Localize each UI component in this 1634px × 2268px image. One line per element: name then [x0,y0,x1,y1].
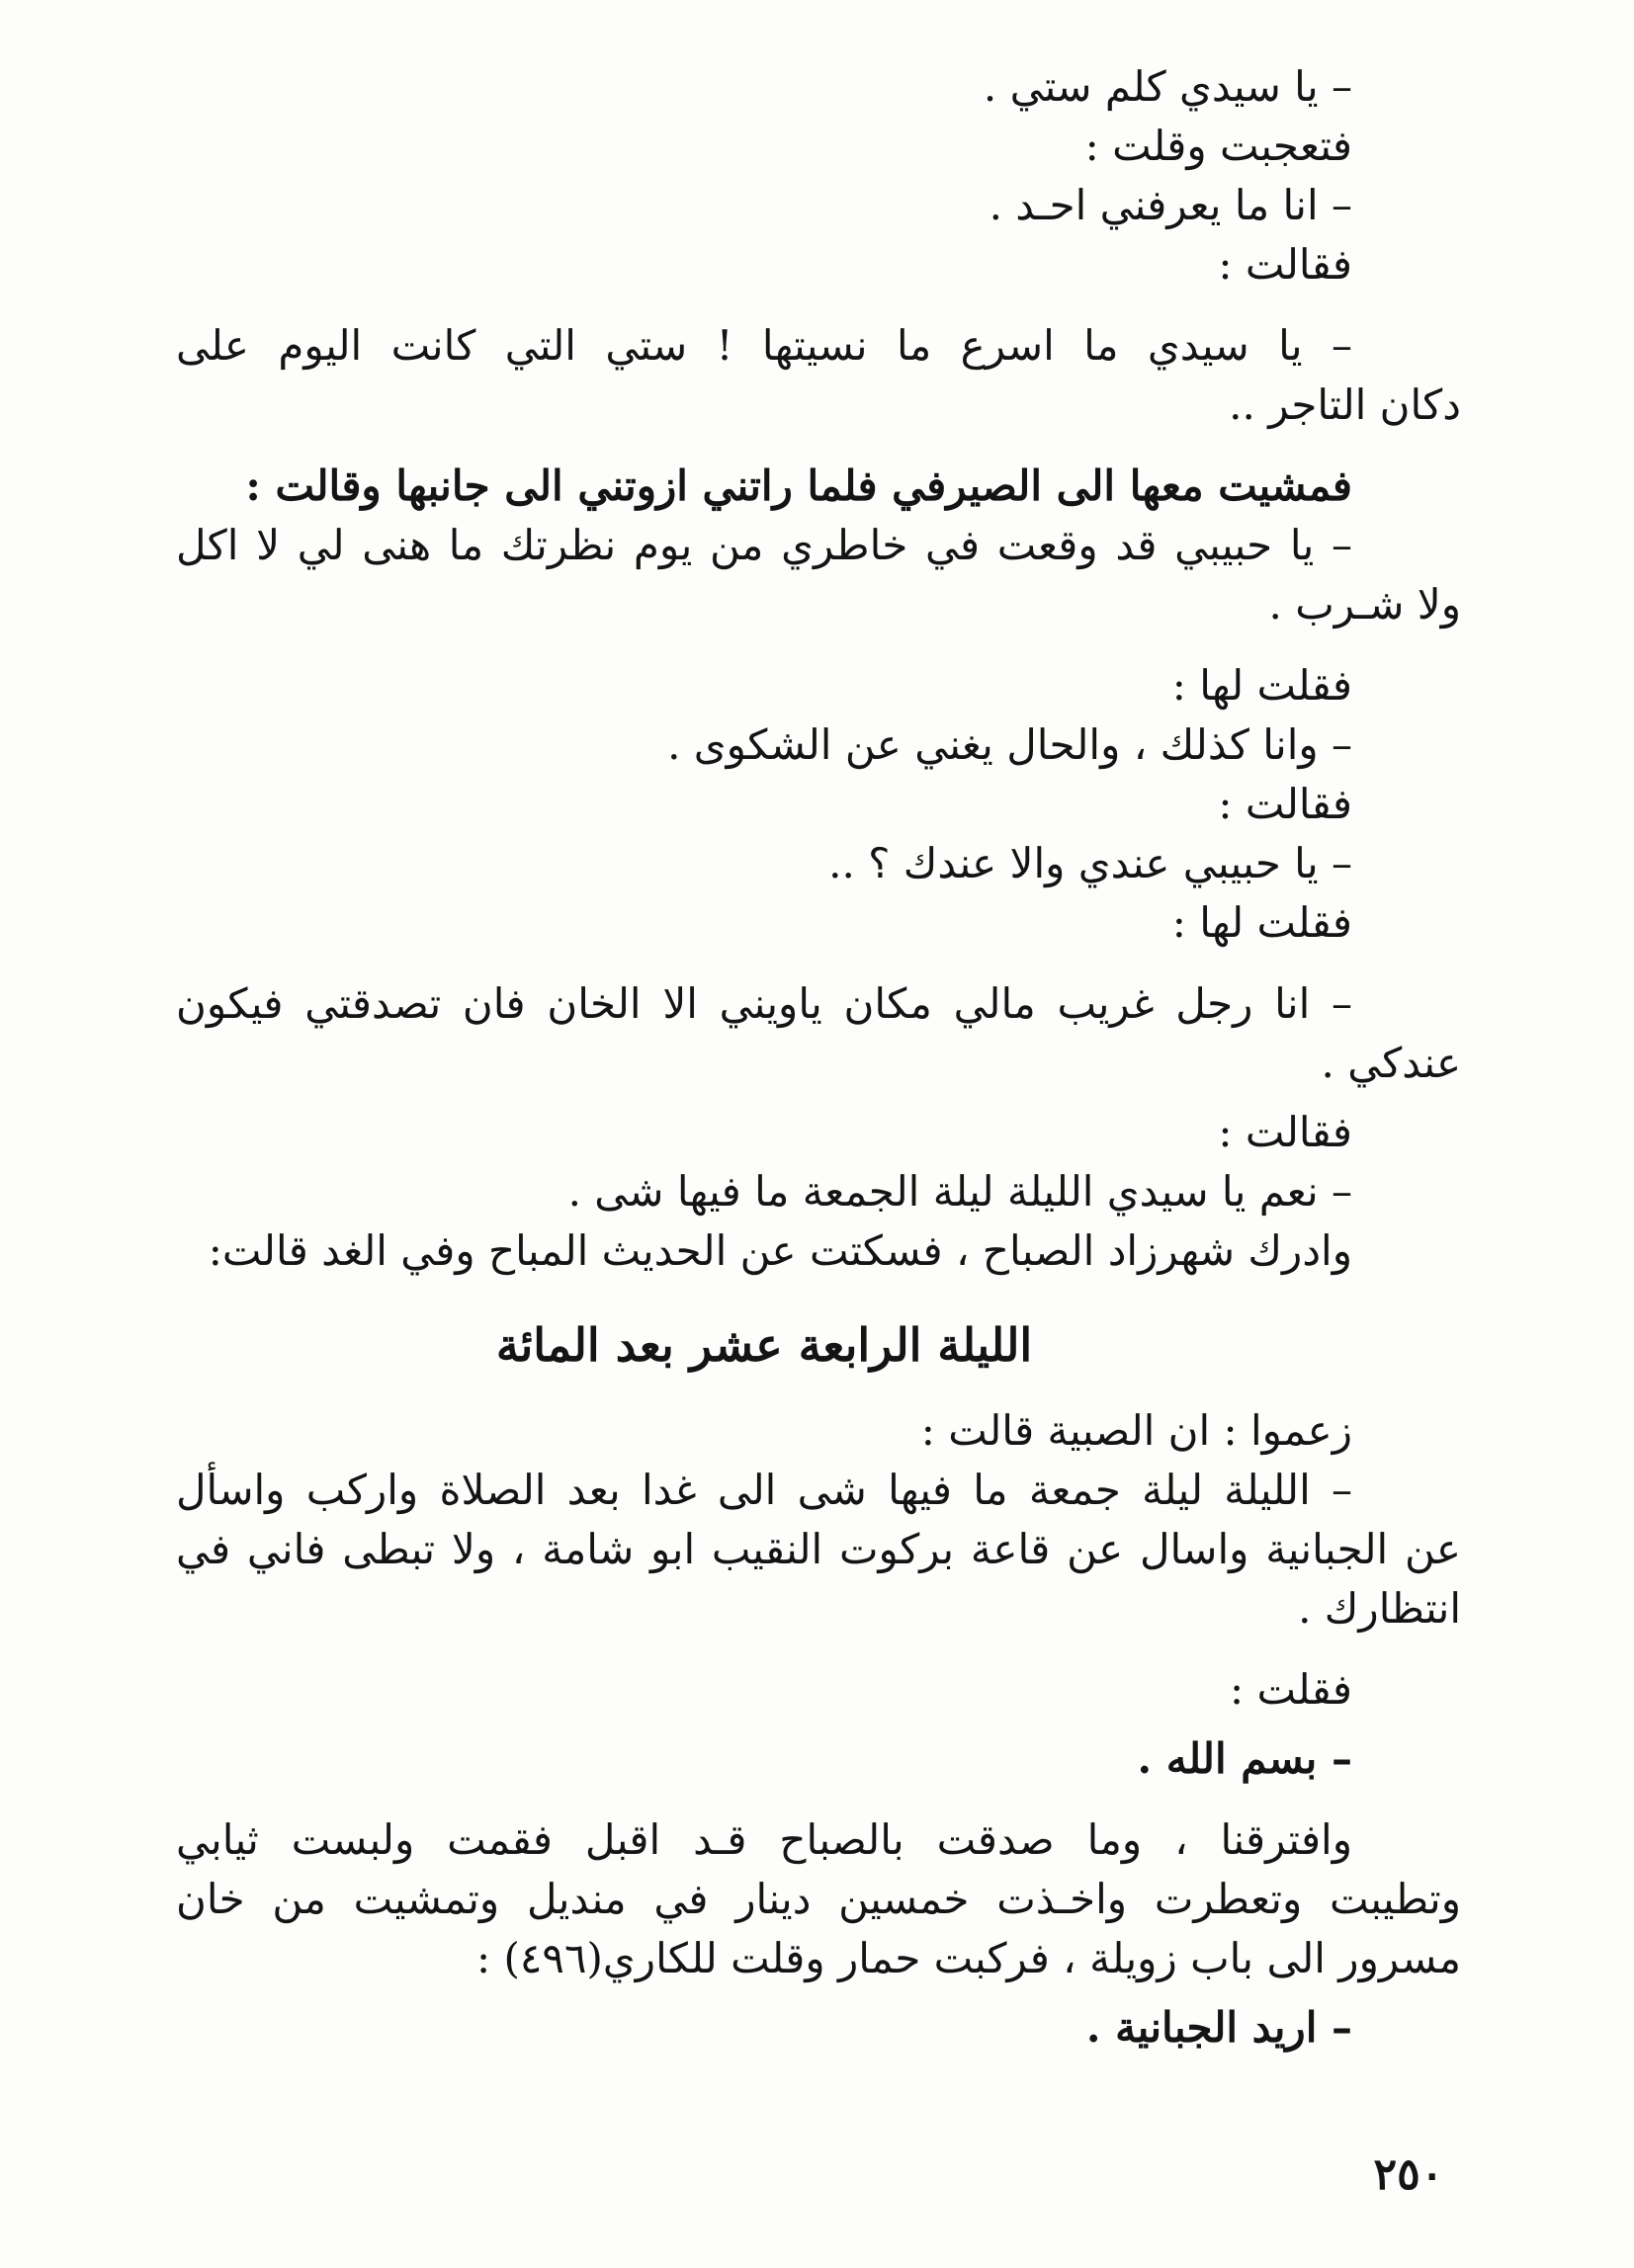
text-line: – وانا كذلك ، والحال يغني عن الشكوى . [667,720,1352,769]
text-line: – الليلة ليلة جمعة ما فيها شى الى غدا بعد الصلاة واركب واسأل [176,1466,1352,1514]
text-line: فمشيت معها الى الصيرفي فلما راتني ازوتني الى جانبها وقالت : [245,462,1352,510]
text-line: – يا حبيبي عندي والا عندك ؟ .. [828,839,1352,887]
text-line: – اريد الجبانية . [1085,2003,1352,2052]
text-line: فتعجبت وقلت : [1084,122,1352,170]
text-line: زعموا : ان الصبية قالت : [920,1406,1352,1455]
text-line: دكان التاجر .. [1229,380,1461,429]
page-body-text [176,57,1461,2058]
text-line: مسرور الى باب زويلة ، فركبت حمار وقلت للكاري(٤٩٦) : [475,1934,1461,1982]
page-number: ٢٥٠ [1373,2149,1444,2200]
text-line: فقلت : [1230,1665,1352,1714]
text-line: فقالت : [1218,240,1352,289]
text-line: وادرك شهرزاد الصباح ، فسكتت عن الحديث المباح وفي الغد قالت: [208,1226,1352,1275]
text-line: – يا سيدي كلم ستي . [983,62,1352,111]
text-line: – نعم يا سيدي الليلة ليلة الجمعة ما فيها شى . [567,1167,1352,1216]
text-line: فقلت لها : [1171,661,1352,710]
text-line: عندكي . [1321,1039,1461,1087]
text-line: ولا شـرب . [1268,580,1461,629]
text-line: انتظارك . [1298,1584,1461,1633]
text-line: – يا حبيبي قد وقعت في خاطري من يوم نظرتك ما هنى لي لا اكل [176,521,1352,569]
text-line: فقلت لها : [1171,898,1352,947]
text-line: فقالت : [1218,780,1352,828]
text-line: فقالت : [1218,1108,1352,1156]
text-line: – بسم الله . [1137,1734,1352,1783]
section-heading: الليلة الرابعة عشر بعد المائة [495,1318,1033,1372]
text-line: عن الجبانية واسال عن قاعة بركوت النقيب ابو شامة ، ولا تبطى فاني في [176,1525,1461,1573]
text-line: – انا ما يعرفني احـد . [989,181,1352,229]
text-line: – يا سيدي ما اسرع ما نسيتها ! ستي التي كانت اليوم على [176,321,1352,370]
text-line: وافترقنا ، وما صدقت بالصباح قـد اقبل فقمت ولبست ثيابي [176,1815,1352,1864]
text-line: – انا رجل غريب مالي مكان ياويني الا الخان فان تصدقتي فيكون [176,979,1352,1028]
text-line: وتطيبت وتعطرت واخـذت خمسين دينار في منديل وتمشيت من خان [176,1875,1461,1923]
